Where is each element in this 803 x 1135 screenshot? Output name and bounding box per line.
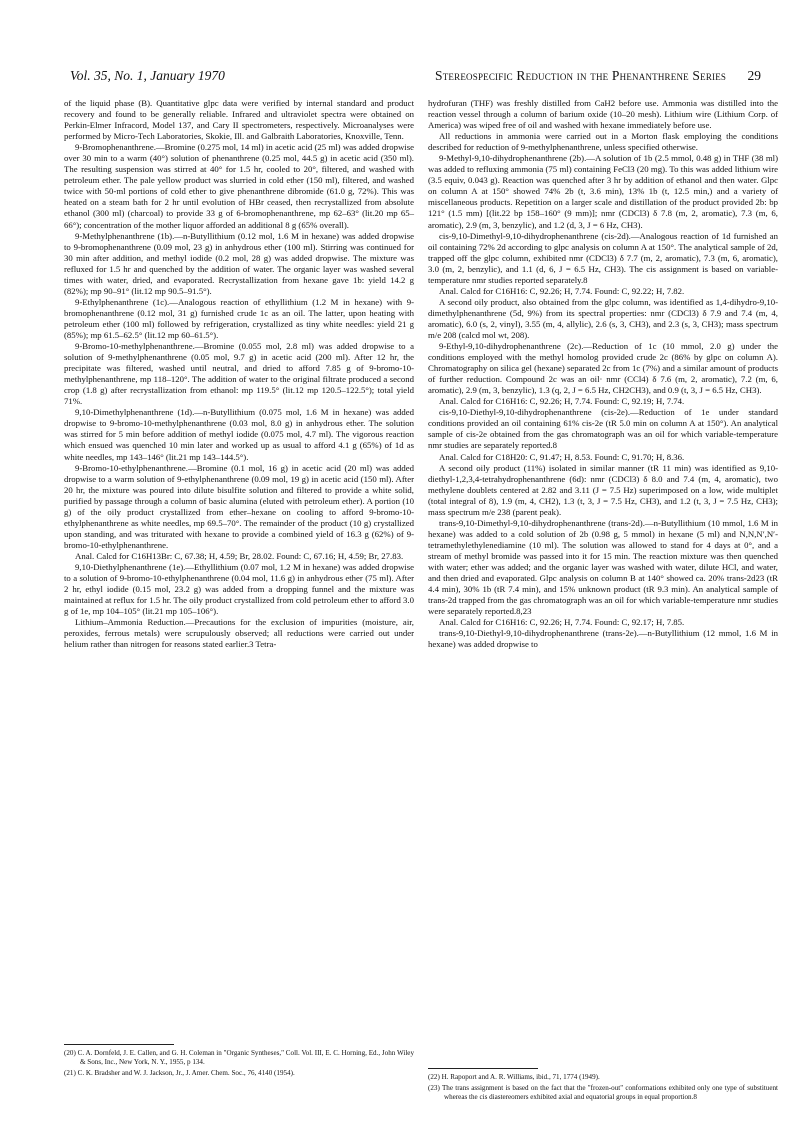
footnotes-right bbox=[428, 1068, 778, 1103]
running-header bbox=[70, 68, 761, 88]
paragraph: 9-Bromo-10-ethylphenanthrene.—Bromine (0.1 mol, 16 g) in acetic acid (20 ml) was added dropwise to a warm solution of 9-ethylphenanthrene (0.09 mol, 19 g) in acetic acid (150 ml). After 20 hr, the mixture was poured into dilute bisulfite solution and filtered to provide a white solid, purified by passage through a column of basic alumina (eluted with petroleum ether). A portion (10 g) of the oily product crystallized from ether–hexane on cooling to afford 9-bromo-10-ethylphenanthrene as white needles, mp 69.5–70°. The remainder of the product (10 g) crystallized upon standing, and was triturated with hexane to provide a combined yield of 16.3 g (62%) of 9-bromo-10-ethylphenanthrene. bbox=[64, 462, 414, 550]
paragraph: 9-Methyl-9,10-dihydrophenanthrene (2b).—A solution of 1b (2.5 mmol, 0.48 g) in THF (38 ml) was added to refluxing ammonia (75 ml) containing FeCl3 (20 mg). To this was added lithium wire (3.5 equiv, 0.043 g). Reaction was quenched after 3 hr by addition of ethanol and then water. Glpc on column A at 150° showed 74% 2b (t, 3.6 min), 13% 1b (t, 12.5 min,) and a variety of miscellaneous products. Repetition on a larger scale and distillation of the product provided 2b: bp 121° (1.5 mm) [(lit.22 bp 158–160° (9 mm)]; nmr (CDCl3) δ 7.8 (m, 2, aromatic), 7.3 (m, 6, aromatic), 2.9 (m, 3, benzylic), and 1.2 (d, 3, J = 6 Hz, CH3). bbox=[428, 153, 778, 230]
header-right bbox=[435, 68, 761, 84]
paragraph: 9-Ethyl-9,10-dihydrophenanthrene (2c).—Reduction of 1c (10 mmol, 2.0 g) under the conditions employed with the methyl homolog provided crude 2c (86% by glpc on column A). Chromatography on silica gel (hexane) separated 2c from 1c (7%) and a similar amount of products of further reduction. Compound 2c was an oil· nmr (CCl4) δ 7.6 (m, 2, aromatic), 7.2 (m, 6, aromatic), 2.9 (m, 3, benzylic), 1.3 (q, 2, J = 6.5 Hz, CH2CH3), and 0.9 (t, 3, J = 6.5 Hz, CH3). bbox=[428, 341, 778, 396]
footnote: (21) C. K. Bradsher and W. J. Jackson, Jr., J. Amer. Chem. Soc., 76, 4140 (1954). bbox=[64, 1069, 295, 1078]
paragraph: A second oily product, also obtained from the glpc column, was identified as 1,4-dihydro-9,10-dimethylphenanthrene (5d, 9%) from its spectral properties: nmr (CDCl3) δ 7.9 and 7.4 (m, 4, aromatic), 6.0 (s, 2, vinyl), 3.55 (m, 4, allylic), 2.6 (s, 3, CH3), and 2.3 (s, 3, CH3); mass spectrum m/e 208 (calcd mol wt, 208). bbox=[428, 296, 778, 340]
paragraph: Anal. Calcd for C18H20: C, 91.47; H, 8.53. Found: C, 91.70; H, 8.36. bbox=[439, 451, 685, 462]
paragraph: 9-Ethylphenanthrene (1c).—Analogous reaction of ethyllithium (1.2 M in hexane) with 9-bromophenanthrene (0.12 mol, 31 g) furnished crude 1c as an oil. The latter, upon heating with petroleum ether (100 ml) followed by refrigeration, crystallized as tiny white needles: yield 21 g (85%); mp 61.5–62.5° (lit.12 mp 60–61.5°). bbox=[64, 296, 414, 340]
footnotes-left bbox=[64, 1044, 414, 1079]
footnote: (20) C. A. Dornfeld, J. E. Callen, and G. H. Coleman in "Organic Syntheses," Coll. Vol. III, E. C. Horning, Ed., John Wiley & Sons, Inc., New York, N. Y., 1955, p 134. bbox=[64, 1049, 414, 1067]
paragraph: 9-Bromophenanthrene.—Bromine (0.275 mol, 14 ml) in acetic acid (25 ml) was added dropwise over 30 min to a warm (40°) solution of phenanthrene (0.25 mol, 44.5 g) in acetic acid (350 ml). The resulting suspension was stirred at 40° for 1.5 hr, cooled to 20°, filtered, and washed with petroleum ether. The pale yellow product was slurried in cold ether (150 ml), filtered, and washed twice with 50-ml portions of cold ether to give phenanthrene dibromide (61.0 g, 72%). This was heated on a steam bath for 2 hr until evolution of HBr ceased, then recrystallized from absolute ethanol (300 ml) (charcoal) to provide 33 g of 6-bromophenanthrene, mp 62–63° (lit.20 mp 65–66°); concentration of the mother liquor afforded an additional 8 g (65% overall). bbox=[64, 142, 414, 230]
journal-volume: Vol. 35, No. 1, January 1970 bbox=[70, 68, 225, 83]
paragraph: Anal. Calcd for C16H13Br: C, 67.38; H, 4.59; Br, 28.02. Found: C, 67.16; H, 4.59; Br, 27.83. bbox=[75, 550, 404, 561]
paragraph: 9,10-Dimethylphenanthrene (1d).—n-Butyllithium (0.075 mol, 1.6 M in hexane) was added dropwise to 9-bromo-10-methylphenanthrene (0.03 mol, 8.0 g) in anhydrous ether. The solution was stirred for 5 min before addition of methyl iodide (0.075 mol, 4.7 ml). The vigorous reaction which ensued was quenched 10 min later and worked up as usual to afford 4.1 g (65%) of 1d as white needles, mp 143–146° (lit.21 mp 143–144.5°). bbox=[64, 407, 414, 462]
right-column bbox=[428, 98, 778, 650]
paragraph: A second oily product (11%) isolated in similar manner (tR 11 min) was identified as 9,10-diethyl-1,2,3,4-tetrahydrophenanthrene (6d): nmr (CDCl3) δ 8.0 and 7.4 (m, 4, aromatic), two methylene doublets centered at 2.82 and 3.11 (J = 7.5 Hz) superimposed on a low, wide multiplet (total integral of 8), 1.9 (m, 4, CH2), 1.3 (t, 3, J = 7.5 Hz, CH3), and 1.2 (t, 3, J = 7.5 Hz, CH3); mass spectrum m/e 238 (parent peak). bbox=[428, 462, 778, 517]
paragraph: Anal. Calcd for C16H16: C, 92.26; H, 7.74. Found: C, 92.19; H, 7.74. bbox=[439, 396, 685, 407]
left-column bbox=[64, 98, 414, 650]
footnote: (23) The trans assignment is based on the fact that the "frozen-out" conformations exhibited only one type of substituent whereas the cis diastereomers exhibited axial and equatorial groups in equal proportion.8 bbox=[428, 1084, 778, 1102]
paragraph: 9-Bromo-10-methylphenanthrene.—Bromine (0.055 mol, 2.8 ml) was added dropwise to a solution of 9-methylphenanthrene (0.05 mol, 9.7 g) in acetic acid (200 ml). After 12 hr, the precipitate was filtered, washed until neutral, and dried to afford 7.85 g of 9-bromo-10-methylphenanthrene, mp 118–120°. The addition of water to the original filtrate produced a second crop (1.8 g) after recrystallization from ethanol: mp 119.5° (lit.12 mp 120.5–122.5°); total yield 71%. bbox=[64, 341, 414, 407]
paragraph: 9,10-Diethylphenanthrene (1e).—Ethyllithium (0.07 mol, 1.2 M in hexane) was added dropwise to a solution of 9-bromo-10-ethylphenanthrene (0.04 mol, 11.6 g) in anhydrous ether (75 ml). After 2 hr, ethyl iodide (0.15 mol, 23.2 g) was added from a dropping funnel and the mixture was maintained at reflux for 1.5 hr. The oily product crystallized from cold petroleum ether to afford 3.0 g of 1e, mp 104–105° (lit.21 mp 105–106°). bbox=[64, 561, 414, 617]
paragraph: hydrofuran (THF) was freshly distilled from CaH2 before use. Ammonia was distilled into the reaction vessel through a column of barium oxide (10–20 mesh). Lithium wire (Lithium Corp. of America) was wiped free of oil and washed with hexane immediately before use. bbox=[428, 98, 778, 131]
paragraph: Lithium–Ammonia Reduction.—Precautions for the exclusion of impurities (moisture, air, peroxides, ferrous metals) were scrupulously observed; all reductions were carried out under helium rather than nitrogen for reasons stated earlier.3 Tetra- bbox=[64, 617, 414, 650]
paragraph: Anal. Calcd for C16H16: C, 92.26; H, 7.74. Found: C, 92.22; H, 7.82. bbox=[439, 285, 685, 296]
paragraph: cis-9,10-Diethyl-9,10-dihydrophenanthrene (cis-2e).—Reduction of 1e under standard conditions provided an oil containing 61% cis-2e (tR 5.0 min on column A at 150°). An analytical sample of cis-2e obtained from the gas chromatograph was an oil for which variable-temperature nmr studies are separately reported.8 bbox=[428, 407, 778, 451]
paragraph: trans-9,10-Diethyl-9,10-dihydrophenanthrene (trans-2e).—n-Butyllithium (12 mmol, 1.6 M in hexane) was added dropwise to bbox=[428, 628, 778, 650]
paragraph: of the liquid phase (B). Quantitative glpc data were verified by internal standard and product recovery and found to be generally reliable. Infrared and ultraviolet spectra were obtained on Perkin-Elmer Infracord, Model 137, and Cary II spectrometers, respectively. Microanalyses were performed by Micro-Tech Laboratories, Skokie, Ill. and Galbraith Laboratories, Knoxville, Tenn. bbox=[64, 98, 414, 142]
paragraph: Anal. Calcd for C16H16: C, 92.26; H, 7.74. Found: C, 92.17; H, 7.85. bbox=[439, 617, 685, 628]
footnote-rule bbox=[428, 1068, 538, 1069]
footnote-rule bbox=[64, 1044, 174, 1045]
page-number: 29 bbox=[747, 68, 761, 83]
paragraph: cis-9,10-Dimethyl-9,10-dihydrophenanthrene (cis-2d).—Analogous reaction of 1d furnished an oil containing 72% 2d according to glpc analysis on column A at 150°. The analytical sample of 2d, trapped off the glpc column, exhibited nmr (CDCl3) δ 7.7 (m, 2, aromatic), 7.3 (m, 6, aromatic), 3.0 (m, 2, benzylic), and 1.1 (d, 6, J = 6.5 Hz, CH3). The cis assignment is based on variable-temperature nmr studies reported separately.8 bbox=[428, 230, 778, 285]
running-title: Stereospecific Reduction in the Phenanthrene Series bbox=[435, 68, 727, 83]
paragraph: 9-Methylphenanthrene (1b).—n-Butyllithium (0.12 mol, 1.6 M in hexane) was added dropwise to 9-bromophenanthrene (0.09 mol, 23 g) in anhydrous ether (100 ml). Stirring was continued for 30 min after addition, and methyl iodide (0.2 mol, 28 g) was added dropwise. The mixture was refluxed for 1.5 hr and quenched by the addition of water. The organic layer was washed several times with water, dried, and evaporated. Recrystallization from hexane gave 1b: yield 14.2 g (82%); mp 90–91° (lit.12 mp 90.5–91.5°). bbox=[64, 230, 414, 296]
paragraph: trans-9,10-Dimethyl-9,10-dihydrophenanthrene (trans-2d).—n-Butyllithium (10 mmol, 1.6 M in hexane) was added to a cold solution of 2b (0.98 g, 5 mmol) in hexane (5 ml) and N,N,N′,N′-tetramethylethylenediamine (10 ml). The solution was allowed to stand for 4 days at 0°, and a stream of methyl bromide was passed into it for 15 min. The reaction mixture was then quenched with water; ether was added; and the organic layer was washed with water, dilute HCl, and water, and then dried and evaporated. Glpc analysis on column B at 140° showed ca. 20% trans-2d23 (tR 4.4 min), 30% 1b (tR 7.4 min), and 15% unknown product (tR 9.3 min). An analytical sample of trans-2d trapped from the gas chromatograph was an oil for which variable-temperature nmr studies were separately reported.8,23 bbox=[428, 517, 778, 617]
footnote: (22) H. Rapoport and A. R. Williams, ibid., 71, 1774 (1949). bbox=[428, 1073, 600, 1081]
paragraph: All reductions in ammonia were carried out in a Morton flask employing the conditions described for reduction of 9-methylphenanthrene, unless specified otherwise. bbox=[428, 131, 778, 153]
